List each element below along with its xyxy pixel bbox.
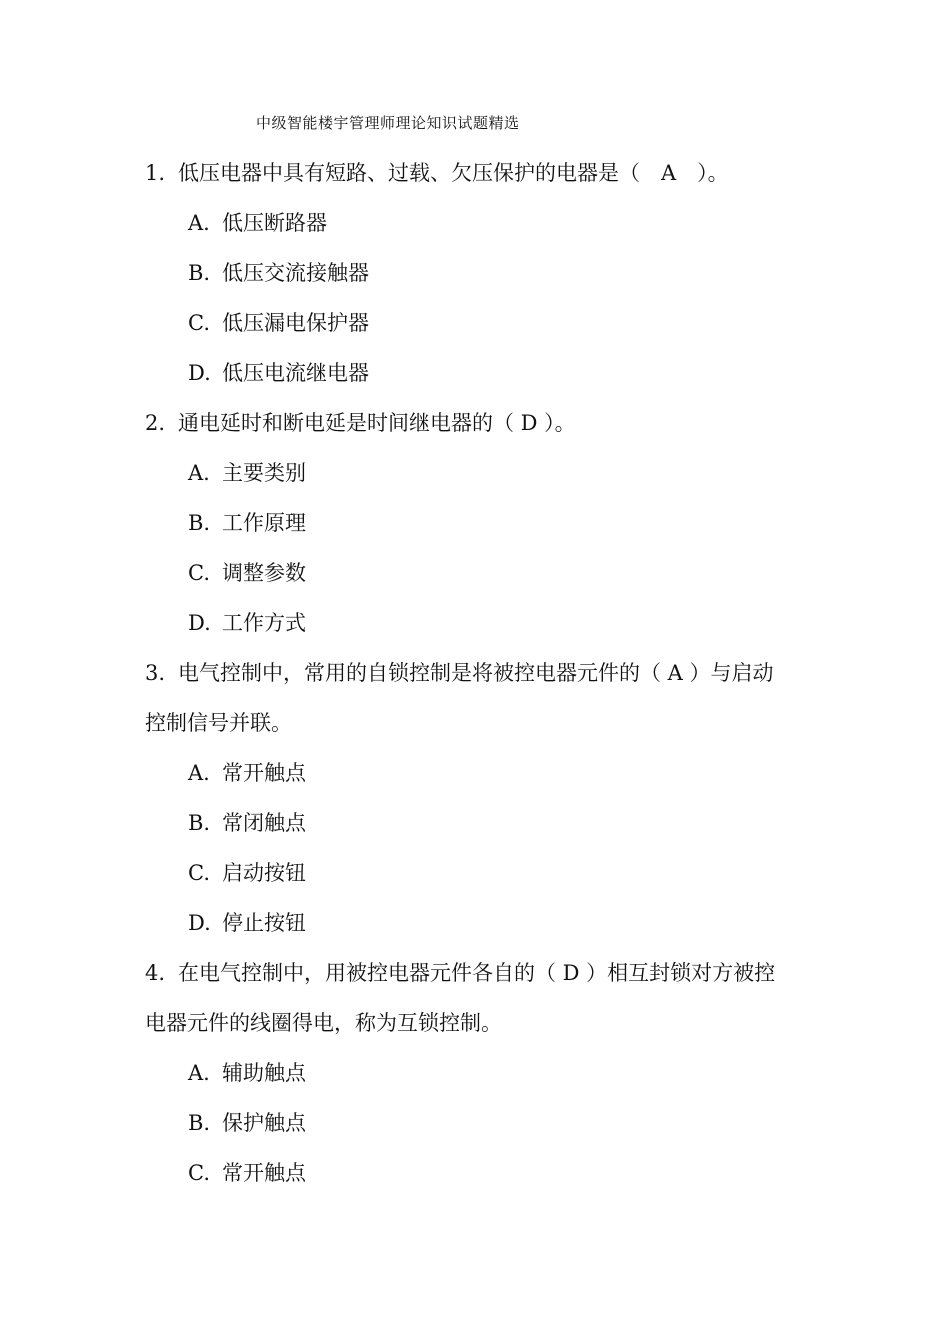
option-letter: B.: [188, 1111, 211, 1135]
question-text-continuation: 控制信号并联。: [145, 711, 292, 735]
option-a: [145, 748, 825, 798]
option-letter: B.: [188, 811, 211, 835]
option-text: 停止按钮: [222, 911, 306, 935]
option-letter: C.: [188, 861, 210, 885]
option-c: [145, 548, 825, 598]
option-text: 工作方式: [222, 611, 306, 635]
option-text: 低压电流继电器: [222, 361, 369, 385]
question-2: [145, 398, 825, 448]
option-text: 保护触点: [222, 1111, 306, 1135]
option-letter: D.: [188, 611, 211, 635]
question-number: 1.: [145, 161, 166, 185]
option-c: [145, 1148, 825, 1198]
question-3: [145, 648, 825, 698]
option-text: 工作原理: [222, 511, 306, 535]
question-number: 2.: [145, 411, 166, 435]
option-letter: A.: [188, 761, 210, 785]
question-number: 3.: [145, 661, 166, 685]
option-letter: B.: [188, 511, 211, 535]
option-text: 辅助触点: [222, 1061, 306, 1085]
option-a: [145, 198, 825, 248]
question-text: 通电延时和断电延是时间继电器的（ D ）。: [178, 411, 576, 435]
option-a: [145, 448, 825, 498]
option-text: 低压断路器: [222, 211, 327, 235]
option-text: 低压漏电保护器: [222, 311, 369, 335]
option-text: 常闭触点: [222, 811, 306, 835]
option-d: [145, 348, 825, 398]
option-letter: C.: [188, 311, 210, 335]
question-4: [145, 948, 825, 998]
option-d: [145, 898, 825, 948]
option-b: [145, 248, 825, 298]
option-b: [145, 1098, 825, 1148]
question-list: [145, 148, 825, 1198]
option-text: 低压交流接触器: [222, 261, 369, 285]
document-title: 中级智能楼宇管理师理论知识试题精选: [256, 114, 520, 132]
option-letter: A.: [188, 461, 210, 485]
question-1: [145, 148, 825, 198]
option-b: [145, 498, 825, 548]
option-letter: D.: [188, 911, 211, 935]
option-c: [145, 298, 825, 348]
option-letter: C.: [188, 1161, 210, 1185]
option-text: 常开触点: [222, 761, 306, 785]
option-letter: D.: [188, 361, 211, 385]
question-text: 在电气控制中，用被控电器元件各自的（ D ）相互封锁对方被控: [178, 961, 776, 985]
question-text: 低压电器中具有短路、过载、欠压保护的电器是（ A ）。: [178, 161, 729, 185]
option-b: [145, 798, 825, 848]
option-d: [145, 598, 825, 648]
option-text: 常开触点: [222, 1161, 306, 1185]
option-text: 主要类别: [222, 461, 306, 485]
option-c: [145, 848, 825, 898]
question-number: 4.: [145, 961, 166, 985]
option-a: [145, 1048, 825, 1098]
option-text: 启动按钮: [222, 861, 306, 885]
option-text: 调整参数: [222, 561, 306, 585]
option-letter: B.: [188, 261, 211, 285]
question-text-continuation: 电器元件的线圈得电，称为互锁控制。: [145, 1011, 502, 1035]
question-text: 电气控制中，常用的自锁控制是将被控电器元件的（ A ）与启动: [178, 661, 774, 685]
option-letter: A.: [188, 211, 210, 235]
option-letter: A.: [188, 1061, 210, 1085]
option-letter: C.: [188, 561, 210, 585]
